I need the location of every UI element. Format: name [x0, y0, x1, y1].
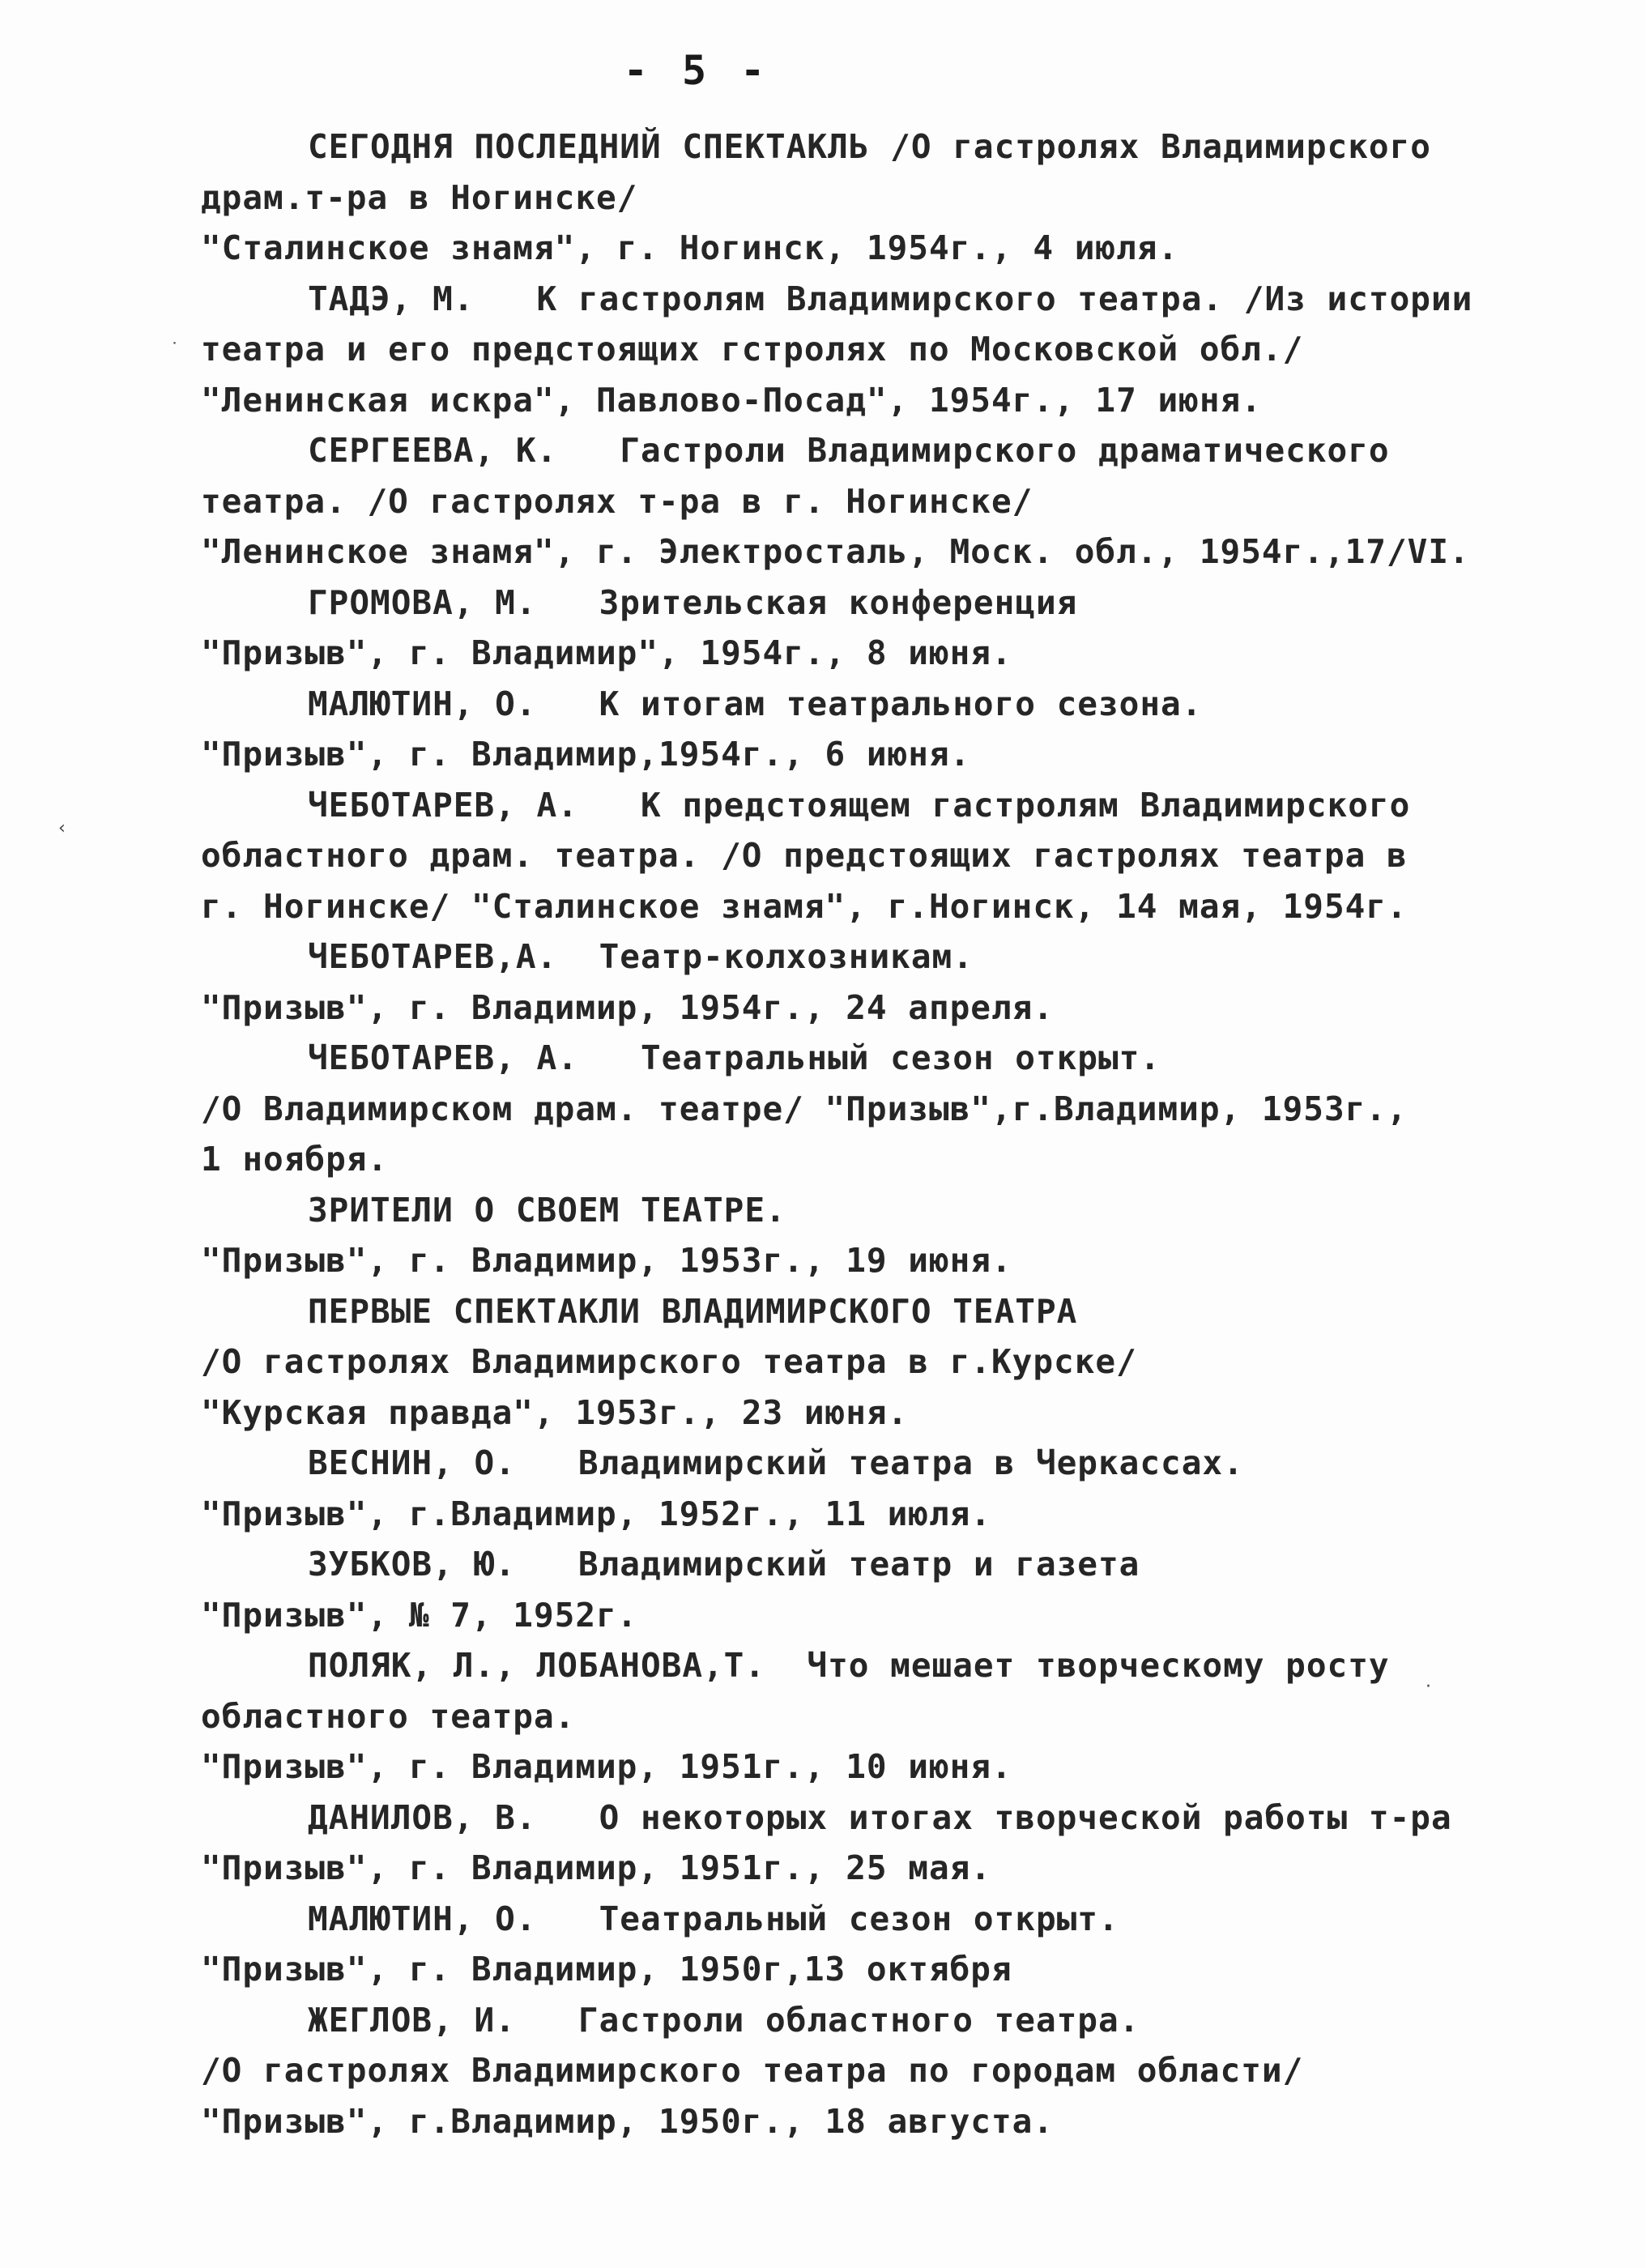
text-line: ЧЕБОТАРЕВ, А. Театральный сезон открыт. — [308, 1038, 1161, 1077]
text-line: "Курская правда", 1953г., 23 июня. — [201, 1392, 909, 1432]
text-line: СЕГОДНЯ ПОСЛЕДНИЙ СПЕКТАКЛЬ /О гастролях Владимирского — [308, 127, 1431, 166]
text-line: "Призыв", г. Владимир, 1951г., 10 июня. — [201, 1747, 1012, 1786]
page-number: - 5 - — [623, 47, 770, 94]
text-line: ТАДЭ, М. К гастролям Владимирского театра. /Из истории — [308, 279, 1473, 318]
text-line: ДАНИЛОВ, В. О некоторых итогах творческой работы т-ра — [308, 1797, 1452, 1837]
text-line: драм.т-ра в Ногинске/ — [201, 177, 638, 217]
text-line: "Призыв", г. Владимир", 1954г., 8 июня. — [201, 633, 1012, 672]
text-line: ГРОМОВА, М. Зрительская конференция — [308, 582, 1078, 622]
text-line: областного драм. театра. /О предстоящих гастролях театра в — [201, 836, 1408, 875]
text-line: "Призыв", г. Владимир,1954г., 6 июня. — [201, 735, 971, 774]
text-line: "Призыв", г. Владимир, 1953г., 19 июня. — [201, 1241, 1012, 1280]
text-line: МАЛЮТИН, О. Театральный сезон открыт. — [308, 1899, 1119, 1938]
text-line: г. Ногинске/ "Сталинское знамя", г.Ногинск, 14 мая, 1954г. — [201, 886, 1408, 926]
text-line: "Призыв", г.Владимир, 1950г., 18 августа. — [201, 2101, 1055, 2141]
text-line: театра. /О гастролях т-ра в г. Ногинске/ — [201, 481, 1033, 521]
text-line: театра и его предстоящих гстролях по Московской обл./ — [201, 330, 1304, 369]
text-line: "Призыв", г. Владимир, 1954г., 24 апреля. — [201, 987, 1055, 1027]
text-line: МАЛЮТИН, О. К итогам театрального сезона. — [308, 684, 1203, 723]
bibliography-list — [201, 122, 1513, 2146]
text-line: "Призыв", г. Владимир, 1951г., 25 мая. — [201, 1848, 991, 1887]
text-line: 1 ноября. — [201, 1140, 389, 1179]
text-line: "Ленинское знамя", г. Электросталь, Моск. обл., 1954г.,17/VI. — [201, 532, 1470, 571]
text-line: ВЕСНИН, О. Владимирский театра в Черкассах. — [308, 1443, 1244, 1482]
scan-speck: · — [1426, 1677, 1431, 1697]
text-line: /О гастролях Владимирского театра в г.Курске/ — [201, 1342, 1137, 1381]
text-line: ЗУБКОВ, Ю. Владимирский театр и газета — [308, 1545, 1140, 1584]
scan-speck: ˙ — [170, 340, 179, 360]
text-line: СЕРГЕЕВА, К. Гастроли Владимирского драматического — [308, 431, 1390, 470]
text-line: "Призыв", г.Владимир, 1952г., 11 июля. — [201, 1494, 991, 1533]
text-line: "Призыв", г. Владимир, 1950г,13 октября — [201, 1950, 1012, 1989]
text-line: /О гастролях Владимирского театра по городам области/ — [201, 2051, 1304, 2090]
text-line: ПОЛЯК, Л., ЛОБАНОВА,Т. Что мешает творческому росту — [308, 1646, 1390, 1685]
text-line: "Сталинское знамя", г. Ногинск, 1954г., 4 июля. — [201, 228, 1179, 267]
text-line: ЗРИТЕЛИ О СВОЕМ ТЕАТРЕ. — [308, 1190, 786, 1230]
text-line: ЖЕГЛОВ, И. Гастроли областного театра. — [308, 2000, 1140, 2040]
text-line: "Призыв", № 7, 1952г. — [201, 1595, 638, 1635]
scan-speck: ‹ — [58, 818, 66, 838]
text-line: "Ленинская искра", Павлово-Посад", 1954г., 17 июня. — [201, 380, 1262, 420]
text-line: ПЕРВЫЕ СПЕКТАКЛИ ВЛАДИМИРСКОГО ТЕАТРА — [308, 1291, 1078, 1331]
text-line: областного театра. — [201, 1696, 576, 1736]
text-line: ЧЕБОТАРЕВ,А. Театр-колхозникам. — [308, 937, 974, 976]
text-line: /О Владимирском драм. театре/ "Призыв",г.Владимир, 1953г., — [201, 1089, 1408, 1128]
text-line: ЧЕБОТАРЕВ, А. К предстоящем гастролям Владимирского — [308, 785, 1411, 825]
